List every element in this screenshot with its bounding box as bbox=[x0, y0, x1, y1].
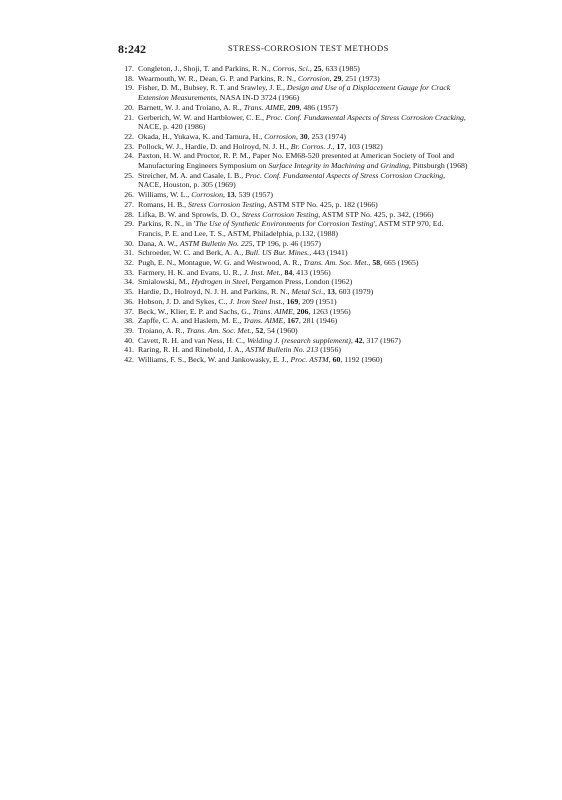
reference-number: 34. bbox=[124, 277, 134, 287]
reference-text: , bbox=[283, 316, 288, 326]
reference-text: , bbox=[283, 102, 288, 112]
reference-source: Metal Sci. bbox=[291, 287, 324, 297]
reference-item bbox=[114, 151, 470, 170]
reference-text: Pugh, E. N., Montague, W. G. and Westwood, A. R., bbox=[138, 258, 304, 268]
reference-source: Corros, Sci. bbox=[272, 64, 310, 73]
reference-text: Schroeder, W. C. and Berk, A. A., bbox=[138, 248, 246, 258]
reference-item bbox=[114, 200, 470, 210]
reference-text: Dana, A. W., bbox=[138, 238, 180, 248]
reference-item bbox=[114, 64, 470, 74]
reference-text: , bbox=[295, 131, 300, 141]
reference-item bbox=[114, 74, 470, 84]
reference-text: , bbox=[280, 267, 285, 277]
reference-text: , bbox=[292, 306, 297, 316]
reference-item bbox=[114, 297, 470, 307]
reference-text: , bbox=[222, 190, 227, 200]
reference-text: , Pergamon Press, London (1962) bbox=[247, 277, 353, 287]
reference-source: Trans. Am. Soc. Met. bbox=[303, 258, 369, 268]
reference-text: , 633 (1985) bbox=[321, 64, 360, 73]
reference-text: , 539 (1957) bbox=[234, 190, 274, 200]
reference-text: Williams, F. S., Beck, W. and Jankowasky, E. J., bbox=[138, 355, 291, 365]
reference-text: Beck, W., Klier, E. P. and Sachs, G., bbox=[138, 306, 253, 316]
reference-text: Congleton, J., Shoji, T. and Parkins, R. N., bbox=[138, 64, 273, 73]
reference-item bbox=[114, 287, 470, 297]
reference-number: 22. bbox=[124, 131, 134, 141]
reference-number: 41. bbox=[124, 345, 134, 355]
reference-number: 24. bbox=[124, 151, 134, 161]
reference-source: Proc. Conf. Fundamental Aspects of Stress Corrosion Cracking bbox=[245, 170, 444, 180]
page-number: 8:242 bbox=[118, 42, 146, 56]
reference-number: 35. bbox=[124, 287, 134, 297]
reference-item bbox=[114, 103, 470, 113]
reference-number: 17. bbox=[124, 64, 134, 73]
reference-source: Bull. US Bur. Mines. bbox=[245, 248, 310, 258]
reference-item bbox=[114, 171, 470, 190]
reference-source: ASTM Bulletin No. 213 bbox=[245, 345, 319, 355]
reference-volume: 13 bbox=[226, 190, 235, 200]
reference-item bbox=[114, 190, 470, 200]
reference-text: Okada, H., Yukawa, K. and Tamura, H., bbox=[138, 131, 265, 141]
reference-number: 29. bbox=[124, 219, 134, 229]
reference-text: Romans, H. B., bbox=[138, 199, 189, 209]
reference-number: 21. bbox=[124, 112, 134, 122]
reference-source: ASTM Bulletin No. 225 bbox=[179, 238, 253, 248]
reference-source: Stress Corrosion Testing bbox=[241, 209, 319, 219]
reference-list bbox=[114, 64, 470, 365]
reference-text: , bbox=[323, 287, 328, 297]
reference-text: , 103 (1982) bbox=[344, 141, 383, 151]
reference-text: , 54 (1960) bbox=[263, 325, 298, 335]
reference-text: , 251 (1973) bbox=[341, 73, 380, 83]
reference-text: , Pittsburgh (1968) bbox=[408, 161, 468, 171]
reference-source: Br. Corros. J. bbox=[290, 141, 333, 151]
reference-number: 23. bbox=[124, 141, 134, 151]
reference-text: Williams, W. L., bbox=[138, 190, 192, 200]
reference-text: , bbox=[309, 64, 314, 73]
reference-source: Corrosion bbox=[297, 73, 330, 83]
reference-source: Hydrogen in Steel bbox=[191, 277, 248, 287]
reference-source: The Use of Synthetic Environments for Corrosion Testing bbox=[195, 219, 374, 229]
reference-number: 19. bbox=[124, 83, 134, 93]
reference-text: , bbox=[328, 355, 333, 365]
reference-item bbox=[114, 113, 470, 132]
reference-text: , 1263 (1956) bbox=[308, 306, 351, 316]
page-header bbox=[118, 42, 470, 56]
reference-item bbox=[114, 336, 470, 346]
reference-text: Raring, R. H. and Rinebold, J. A., bbox=[138, 345, 246, 355]
reference-number: 36. bbox=[124, 296, 134, 306]
reference-volume: 167 bbox=[287, 316, 299, 326]
reference-volume: 58 bbox=[372, 258, 381, 268]
reference-text: , 281 (1946) bbox=[298, 316, 338, 326]
reference-item bbox=[114, 142, 470, 152]
reference-volume: 206 bbox=[296, 306, 309, 316]
reference-text: Farmery, H. K. and Evans, U. R., bbox=[138, 267, 244, 277]
reference-text: , NACE, Houston, p. 305 (1969) bbox=[138, 170, 446, 190]
reference-text: , 603 (1979) bbox=[334, 287, 374, 297]
reference-text: Hardie, D., Holroyd, N. J. H. and Parkins, R. N., bbox=[138, 287, 292, 297]
reference-number: 42. bbox=[124, 355, 134, 365]
reference-source: Trans. AIME bbox=[243, 102, 284, 112]
reference-number: 31. bbox=[124, 248, 134, 258]
reference-volume: 60 bbox=[332, 355, 341, 365]
reference-text: , TP 196, p. 46 (1957) bbox=[252, 238, 322, 248]
reference-volume: 29 bbox=[333, 73, 342, 83]
reference-text: , 209 (1951) bbox=[298, 296, 337, 306]
reference-number: 26. bbox=[124, 190, 134, 200]
reference-item bbox=[114, 316, 470, 326]
reference-item bbox=[114, 210, 470, 220]
reference-number: 27. bbox=[124, 199, 134, 209]
reference-volume: 25 bbox=[313, 64, 322, 73]
reference-item bbox=[114, 239, 470, 249]
reference-source: Trans. Am. Soc. Met. bbox=[186, 325, 252, 335]
reference-text: Paxton, H. W. and Proctor, R. P. M., Paper No. EM68-520 presented at American Society of Tool and Manufacturing Engineers Symposium on bbox=[138, 151, 455, 171]
reference-text: , 665 (1965) bbox=[380, 258, 419, 268]
reference-number: 32. bbox=[124, 258, 134, 268]
reference-source: Welding J. (research supplement) bbox=[246, 335, 351, 345]
reference-item bbox=[114, 355, 470, 365]
reference-item bbox=[114, 132, 470, 142]
reference-volume: 169 bbox=[286, 296, 299, 306]
reference-number: 28. bbox=[124, 209, 134, 219]
reference-source: Proc. Conf. Fundamental Aspects of Stress Corrosion Cracking bbox=[265, 112, 464, 122]
reference-text: , NACE, p. 420 (1986) bbox=[138, 112, 466, 132]
reference-item bbox=[114, 219, 470, 238]
reference-number: 39. bbox=[124, 325, 134, 335]
reference-text: , ASTM STP No. 425, p. 342, (1966) bbox=[318, 209, 434, 219]
reference-text: Hobson, J. D. and Sykes, C., bbox=[138, 296, 230, 306]
reference-item bbox=[114, 248, 470, 258]
reference-text: , bbox=[251, 325, 256, 335]
reference-number: 40. bbox=[124, 335, 134, 345]
reference-source: Trans. AIME bbox=[252, 306, 293, 316]
reference-source: Design and Use of a Displacement Gauge for Crack Extension Measurements bbox=[138, 83, 451, 103]
reference-text: , bbox=[329, 73, 334, 83]
reference-text: , 486 (1957) bbox=[299, 102, 338, 112]
reference-item bbox=[114, 345, 470, 355]
reference-source: J. Inst. Met. bbox=[243, 267, 281, 277]
reference-text: Wearmouth, W. R., Dean, G. P. and Parkins, R. N., bbox=[138, 73, 298, 83]
reference-text: , bbox=[350, 335, 355, 345]
reference-volume: 42 bbox=[354, 335, 363, 345]
running-title: STRESS-CORROSION TEST METHODS bbox=[228, 43, 389, 53]
reference-text: Lifka, B. W. and Sprowls, D. O., bbox=[138, 209, 242, 219]
reference-source: Trans. AIME bbox=[243, 316, 284, 326]
reference-number: 37. bbox=[124, 306, 134, 316]
reference-text: , 317 (1967) bbox=[362, 335, 401, 345]
reference-text: , bbox=[368, 258, 373, 268]
reference-number: 30. bbox=[124, 238, 134, 248]
reference-source: Surface Integrity in Machining and Grinding bbox=[268, 161, 409, 171]
reference-text: Smialowski, M., bbox=[138, 277, 192, 287]
reference-text: Parkins, R. N., in ' bbox=[138, 219, 196, 229]
reference-volume: 13 bbox=[327, 287, 335, 297]
reference-number: 18. bbox=[124, 73, 134, 83]
reference-number: 25. bbox=[124, 170, 134, 180]
reference-item bbox=[114, 258, 470, 268]
reference-item bbox=[114, 83, 470, 102]
reference-text: , 413 (1956) bbox=[292, 267, 331, 277]
reference-item bbox=[114, 268, 470, 278]
reference-text: , bbox=[332, 141, 337, 151]
reference-text: , NASA IN-D 3724 (1966) bbox=[215, 93, 300, 103]
reference-text: Gerberich, W. W. and Hartblower, C. E., bbox=[138, 112, 266, 122]
reference-text: Troiano, A. R., bbox=[138, 325, 187, 335]
reference-text: Barnett, W. J. and Troiano, A. R., bbox=[138, 102, 244, 112]
reference-number: 38. bbox=[124, 316, 134, 326]
reference-text: ', ASTM STP 970, Ed. Francis, P. E. and Lee, T. S., ASTM, Philadelphia, p.132, (1988) bbox=[138, 219, 444, 238]
reference-number: 20. bbox=[124, 102, 134, 112]
reference-text: , 443 (1941) bbox=[309, 248, 348, 258]
reference-text: , bbox=[282, 296, 287, 306]
reference-text: Streicher, M. A. and Casale, I. B., bbox=[138, 170, 246, 180]
reference-source: Proc. ASTM bbox=[290, 355, 329, 365]
reference-text: (1956) bbox=[318, 345, 341, 355]
reference-text: Pollock, W. J., Hardie, D. and Holroyd, N. J. H., bbox=[138, 141, 291, 151]
reference-text: Fisher, D. M., Bubsey, R. T. and Srawley, J. E., bbox=[138, 83, 287, 93]
reference-text: Cavett, R. H. and van Ness, H. C., bbox=[138, 335, 247, 345]
reference-volume: 17 bbox=[336, 141, 345, 151]
reference-text: Zapffe, C. A. and Haslem, M. E., bbox=[138, 316, 244, 326]
reference-volume: 52 bbox=[255, 325, 264, 335]
reference-text: , 1192 (1960) bbox=[340, 355, 383, 365]
reference-source: Corrosion bbox=[264, 131, 296, 141]
reference-item bbox=[114, 307, 470, 317]
reference-item bbox=[114, 326, 470, 336]
reference-source: J. Iron Steel Inst. bbox=[229, 296, 283, 306]
reference-item bbox=[114, 277, 470, 287]
reference-source: Corrosion bbox=[191, 190, 223, 200]
reference-text: , ASTM STP No. 425, p. 182 (1966) bbox=[264, 199, 378, 209]
reference-number: 33. bbox=[124, 267, 134, 277]
reference-volume: 30 bbox=[299, 131, 308, 141]
reference-volume: 209 bbox=[287, 102, 300, 112]
reference-volume: 84 bbox=[284, 267, 293, 277]
reference-text: , 253 (1974) bbox=[307, 131, 346, 141]
reference-source: Stress Corrosion Testing bbox=[188, 199, 265, 209]
